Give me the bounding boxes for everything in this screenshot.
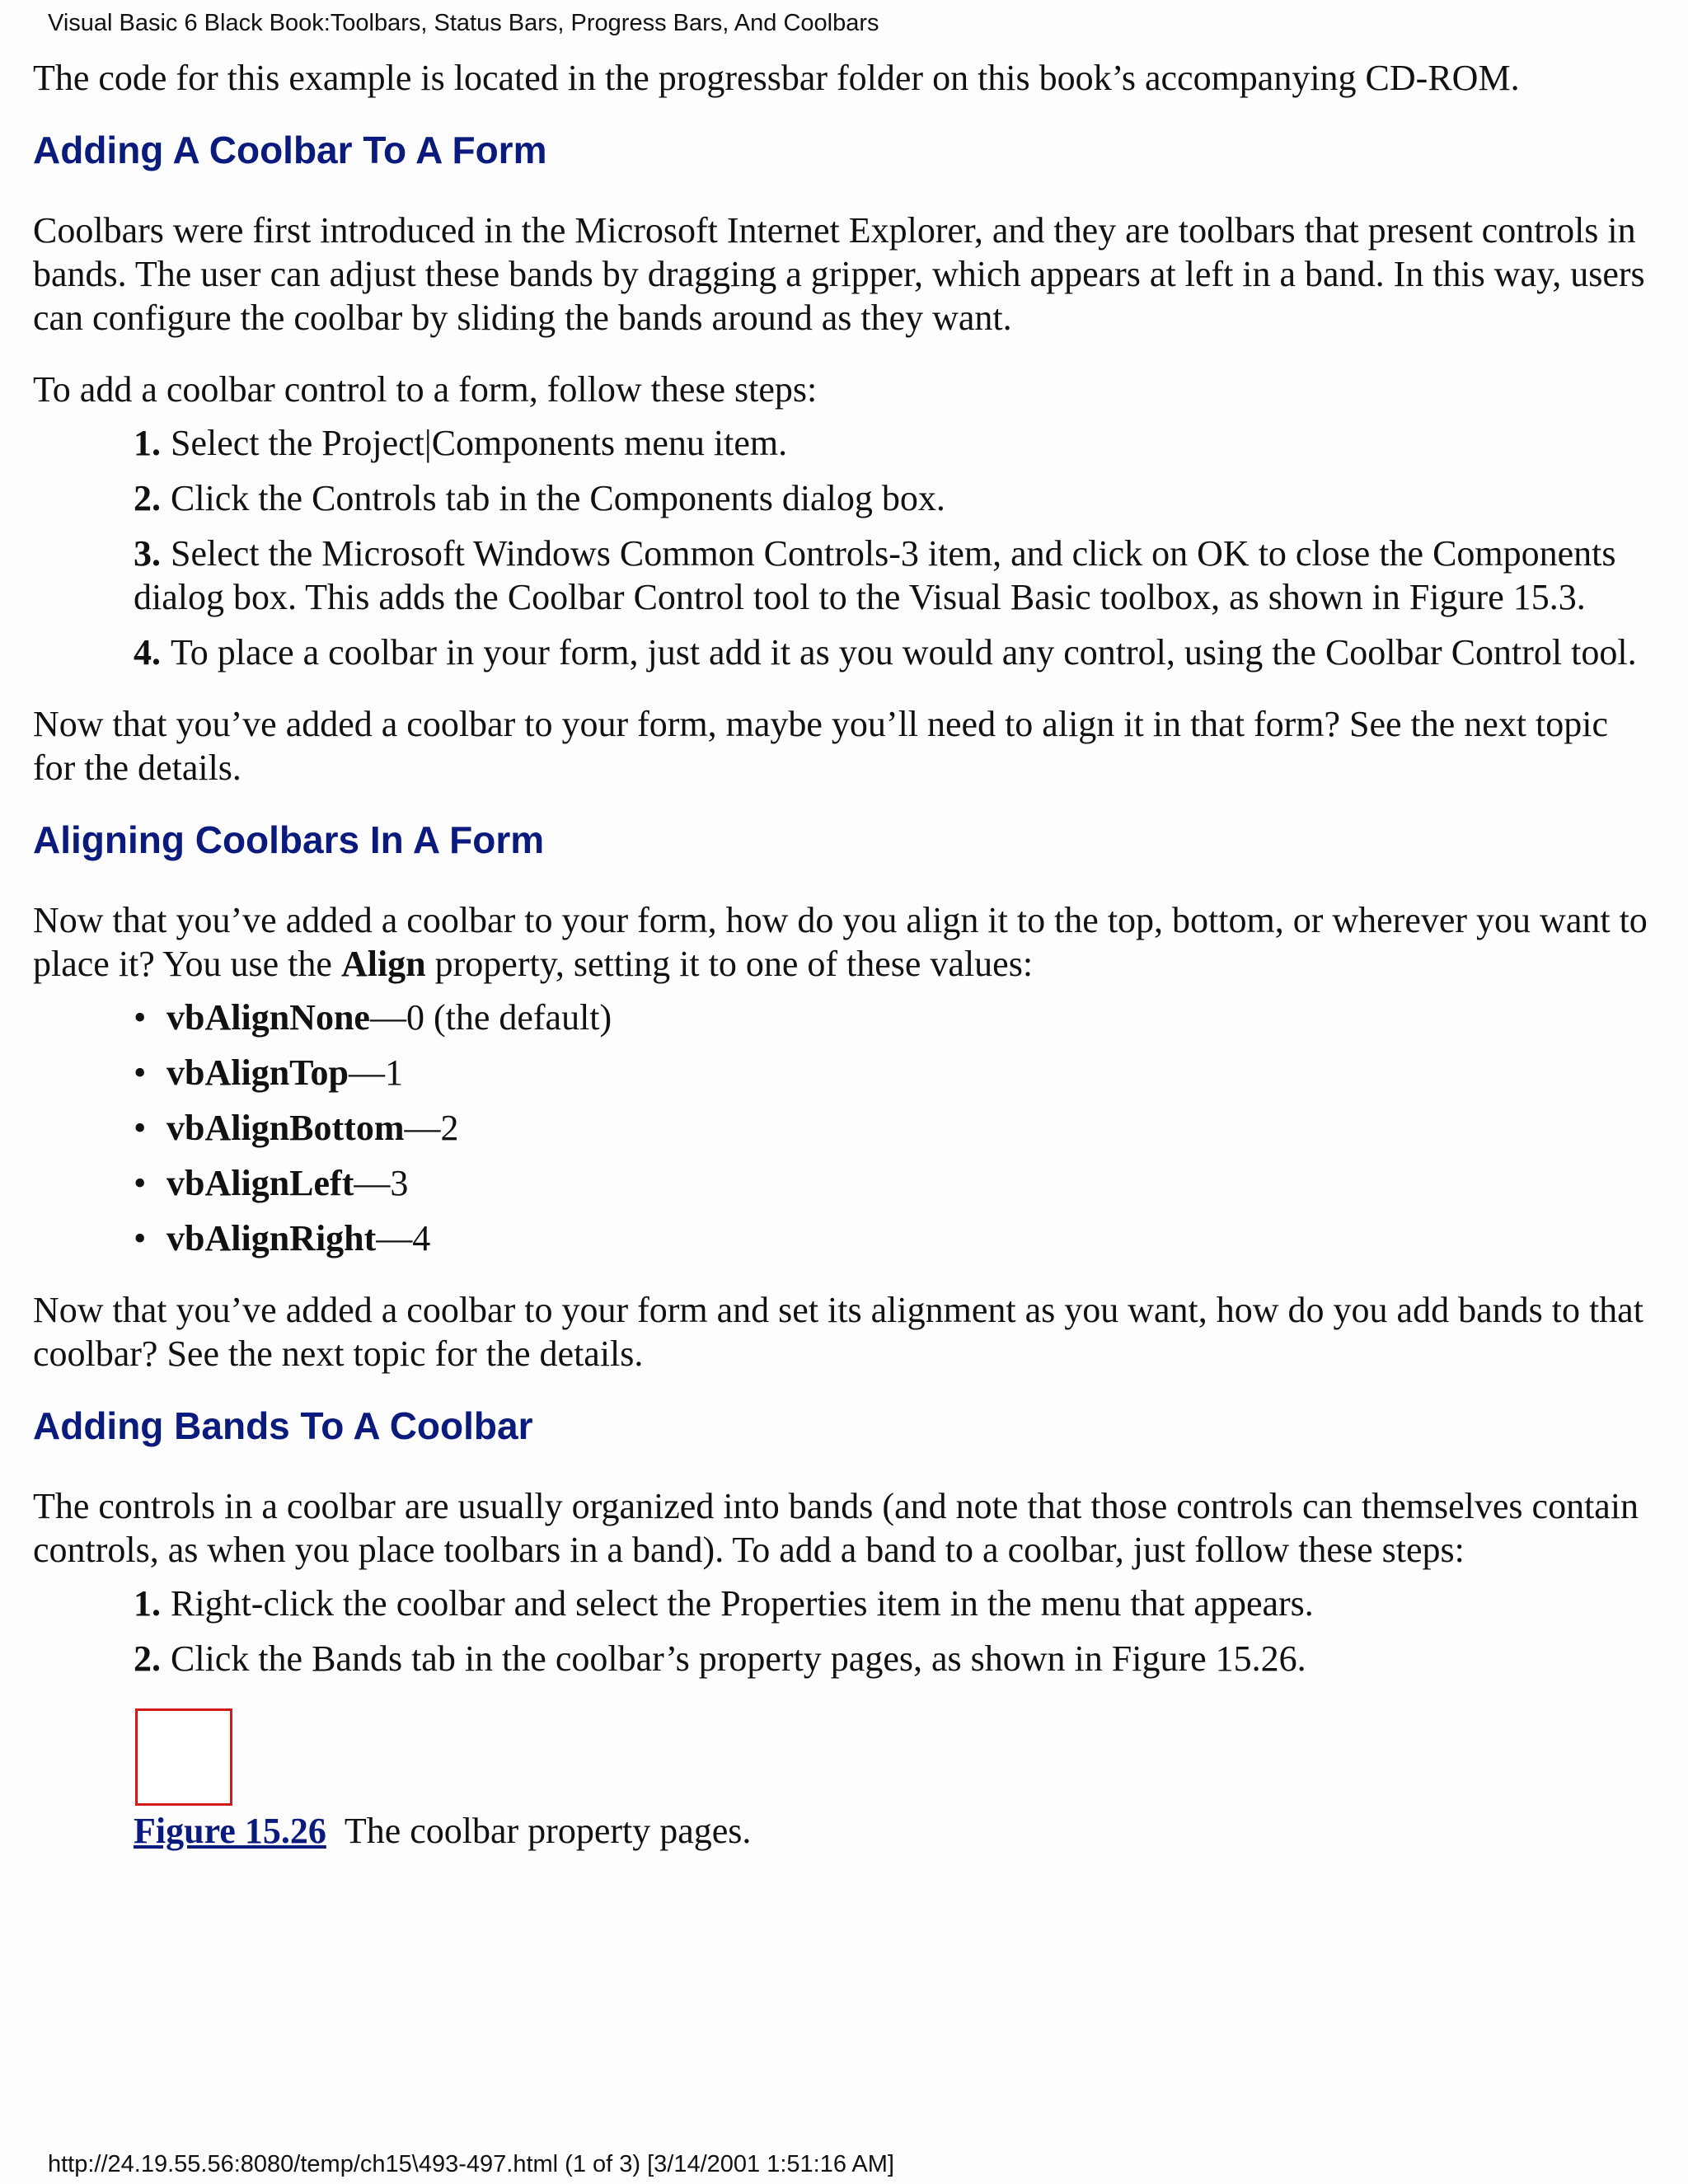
list-item <box>134 421 1657 465</box>
coolbar-intro-paragraph: Coolbars were first introduced in the Microsoft Internet Explorer, and they are toolbars that present controls in bands. The user can adjust these bands by dragging a gripper, which appears at left in a band. In this way, users can configure the coolbar by sliding the bands around as they want. <box>33 210 1645 338</box>
align-keyword: Align <box>340 944 426 984</box>
add-coolbar-steps <box>33 421 1657 674</box>
step-text: Click the Controls tab in the Components dialog box. <box>171 478 945 518</box>
page-footer-url: http://24.19.55.56:8080/temp/ch15\493-497.html (1 of 3) [3/14/2001 1:51:16 AM] <box>48 2151 894 2177</box>
constant-value: —2 <box>404 1108 459 1148</box>
add-bands-steps <box>33 1582 1657 1680</box>
constant-value: —4 <box>376 1218 431 1258</box>
text-run: property, setting it to one of these values: <box>425 944 1034 984</box>
list-item <box>134 532 1657 619</box>
align-property-paragraph <box>33 898 1657 986</box>
list-item <box>134 996 1657 1039</box>
text-run: Now that you’ve added a coolbar to your form, how do you align it to the top, bottom, or wherever you want to place it? You use the <box>33 900 1648 984</box>
constant-value: —1 <box>348 1052 403 1093</box>
page-content <box>33 56 1657 1853</box>
align-transition-paragraph: Now that you’ve added a coolbar to your form, maybe you’ll need to align it in that form? See the next topic for the details. <box>33 704 1609 788</box>
step-number: 2. <box>134 478 161 518</box>
step-number: 2. <box>134 1638 161 1679</box>
step-text: Click the Bands tab in the coolbar’s property pages, as shown in Figure 15.26. <box>171 1638 1306 1679</box>
constant-name: vbAlignLeft <box>166 1163 354 1203</box>
step-text: To place a coolbar in your form, just add it as you would any control, using the Coolbar Control tool. <box>171 632 1637 673</box>
constant-name: vbAlignRight <box>166 1218 377 1258</box>
figure-caption <box>134 1809 1657 1853</box>
figure-caption-text: The coolbar property pages. <box>344 1811 752 1851</box>
step-text: Select the Microsoft Windows Common Controls-3 item, and click on OK to close the Components dialog box. This adds the Coolbar Control tool to the Visual Basic toolbox, as shown in Figure 15.3. <box>134 533 1616 617</box>
heading-adding-coolbar: Adding A Coolbar To A Form <box>33 129 547 171</box>
step-number: 4. <box>134 632 161 673</box>
bands-intro-paragraph: The controls in a coolbar are usually organized into bands (and note that those controls can themselves contain controls, as when you place toolbars in a band). To add a band to a coolbar, just follow these steps: <box>33 1486 1639 1570</box>
bullet-icon: • <box>134 997 147 1038</box>
list-item <box>134 476 1657 520</box>
bullet-icon: • <box>134 1163 147 1203</box>
list-item <box>134 1106 1657 1150</box>
step-number: 3. <box>134 533 161 574</box>
page-header: Visual Basic 6 Black Book:Toolbars, Status Bars, Progress Bars, And Coolbars <box>48 10 879 36</box>
bullet-icon: • <box>134 1108 147 1148</box>
bullet-icon: • <box>134 1218 147 1258</box>
steps-intro-paragraph: To add a coolbar control to a form, follow these steps: <box>33 369 818 410</box>
step-number: 1. <box>134 1583 161 1624</box>
constant-name: vbAlignBottom <box>166 1108 405 1148</box>
list-item <box>134 1582 1657 1625</box>
figure-link[interactable]: Figure 15.26 <box>134 1811 326 1851</box>
constant-name: vbAlignNone <box>166 997 370 1038</box>
figure-image-placeholder[interactable] <box>135 1708 232 1806</box>
bullet-icon: • <box>134 1052 147 1093</box>
step-text: Right-click the coolbar and select the Properties item in the menu that appears. <box>171 1583 1314 1624</box>
heading-adding-bands: Adding Bands To A Coolbar <box>33 1404 533 1447</box>
list-item <box>134 1051 1657 1094</box>
constant-value: —3 <box>354 1163 409 1203</box>
align-values-list <box>33 996 1657 1260</box>
step-number: 1. <box>134 423 161 463</box>
heading-aligning-coolbars: Aligning Coolbars In A Form <box>33 818 545 861</box>
step-text: Select the Project|Components menu item. <box>171 423 788 463</box>
list-item <box>134 1216 1657 1260</box>
list-item <box>134 1637 1657 1680</box>
bands-transition-paragraph: Now that you’ve added a coolbar to your form and set its alignment as you want, how do you add bands to that coolbar? See the next topic for the details. <box>33 1290 1643 1374</box>
list-item <box>134 630 1657 674</box>
intro-paragraph: The code for this example is located in the progressbar folder on this book’s accompanying CD-ROM. <box>33 58 1520 98</box>
constant-name: vbAlignTop <box>166 1052 349 1093</box>
list-item <box>134 1161 1657 1205</box>
constant-value: —0 (the default) <box>369 997 612 1038</box>
